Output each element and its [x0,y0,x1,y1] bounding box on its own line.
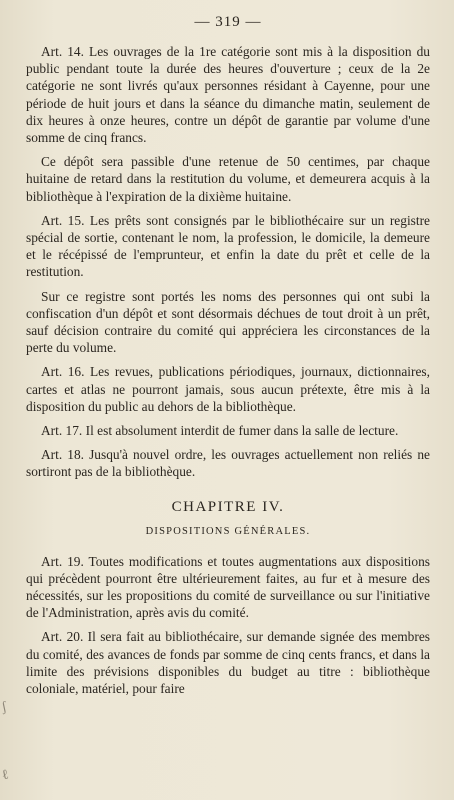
margin-pencil-mark-icon: ℓ [0,767,11,784]
article-15-paragraph: Art. 15. Les prêts sont consignés par le bibliothécaire sur un registre spécial de sortie, contenant le nom, la profession, le domicile, la demeure et le récépissé de l'emprunteur, et enfin la date du prêt et celle de la restitution. [26,212,430,280]
article-17-paragraph: Art. 17. Il est absolument interdit de fumer dans la salle de lecture. [41,423,399,439]
article-14-paragraph: Art. 14. Les ouvrages de la 1re catégorie sont mis à la disposition du public pendant toute la durée des heures d'ouverture ; ceux de la 2e catégorie ne sont livrés qu'aux personnes résidant à Cayenne, pour une période de huit jours et dans la séance du dimanche matin, seulement de dix heures à onze heures, contre un dépôt de garantie par volume d'une somme de cinq francs. [26,44,430,146]
chapter-title: CHAPITRE IV. [171,498,285,515]
article-16-paragraph: Art. 16. Les revues, publications périodiques, journaux, dictionnaires, cartes et atlas ne pourront jamais, sous aucun prétexte, être mis à la disposition du public au dehors de la bibliothèque. [26,364,430,414]
page-number: — 319 — [194,14,262,30]
section-title: DISPOSITIONS GÉNÉRALES. [145,525,311,537]
register-paragraph: Sur ce registre sont portés les noms des personnes qui ont subi la confiscation d'un dépôt et sont désormais déchues de tout droit à un prêt, sauf décision contraire du comité qui appréciera les circonstances de la perte du volume. [26,288,430,356]
deposit-paragraph: Ce dépôt sera passible d'une retenue de 50 centimes, par chaque huitaine de retard dans la restitution du volume, et demeurera acquis à la bibliothèque à l'expiration de la dixième huitaine. [26,154,430,204]
article-20-paragraph: Art. 20. Il sera fait au bibliothécaire, sur demande signée des membres du comité, des avances de fonds par somme de cinq cents francs, et dans la limite des prévisions disponibles du budget au titre : bibliothèque coloniale, matériel, pour faire [26,629,430,697]
article-18-paragraph: Art. 18. Jusqu'à nouvel ordre, les ouvrages actuellement non reliés ne sortiront pas de la bibliothèque. [26,447,430,480]
margin-pencil-mark-icon: ʃ [0,699,9,716]
article-19-paragraph: Art. 19. Toutes modifications et toutes augmentations aux dispositions qui précèdent pourront être ultérieurement faites, au fur et à mesure des nécessités, sur les propositions du comité de surveillance ou sur l'initiative de l'Administration, après avis du comité. [26,553,430,621]
